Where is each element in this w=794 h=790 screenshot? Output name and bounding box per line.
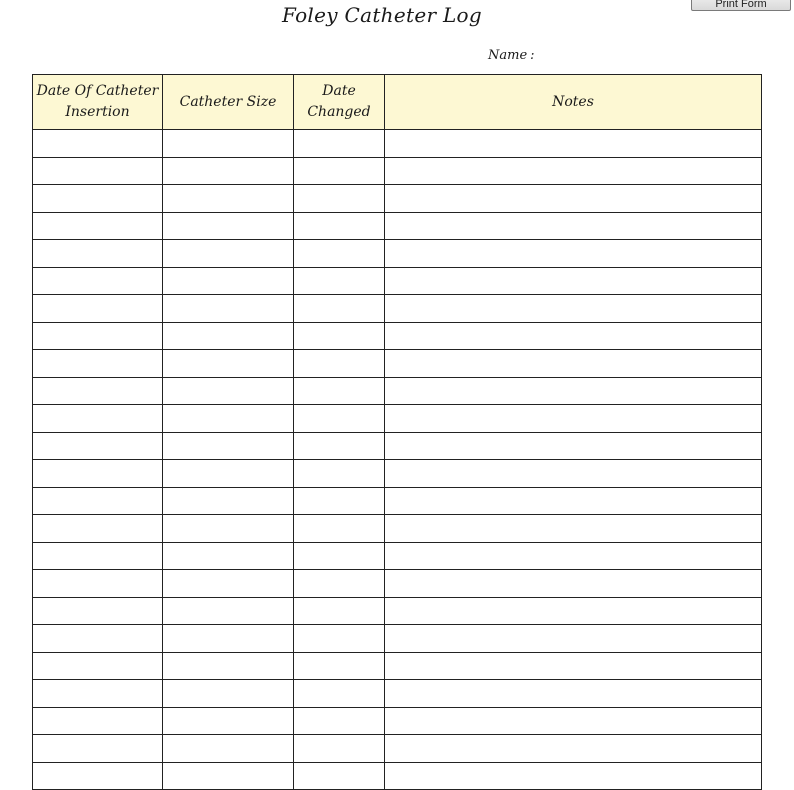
notes-cell[interactable] bbox=[385, 240, 762, 268]
insertion-date-cell[interactable] bbox=[33, 350, 163, 378]
table-row bbox=[33, 295, 762, 323]
date-changed-cell[interactable] bbox=[294, 295, 385, 323]
insertion-date-cell[interactable] bbox=[33, 212, 163, 240]
table-row bbox=[33, 157, 762, 185]
insertion-date-cell[interactable] bbox=[33, 295, 163, 323]
date-changed-cell[interactable] bbox=[294, 322, 385, 350]
name-field bbox=[488, 48, 535, 63]
date-changed-cell[interactable] bbox=[294, 377, 385, 405]
catheter-size-cell[interactable] bbox=[163, 487, 294, 515]
table-row bbox=[33, 597, 762, 625]
insertion-date-cell[interactable] bbox=[33, 460, 163, 488]
notes-cell[interactable] bbox=[385, 707, 762, 735]
notes-cell[interactable] bbox=[385, 597, 762, 625]
column-header-insertion-date bbox=[33, 75, 163, 130]
name-label: Name bbox=[488, 48, 528, 63]
insertion-date-cell[interactable] bbox=[33, 432, 163, 460]
table-row bbox=[33, 515, 762, 543]
form-title: Foley Catheter Log bbox=[281, 3, 482, 27]
date-changed-cell[interactable] bbox=[294, 597, 385, 625]
column-header-catheter-size bbox=[163, 75, 294, 130]
catheter-size-cell[interactable] bbox=[163, 212, 294, 240]
catheter-size-cell[interactable] bbox=[163, 542, 294, 570]
date-changed-cell[interactable] bbox=[294, 762, 385, 790]
insertion-date-cell[interactable] bbox=[33, 240, 163, 268]
date-changed-cell[interactable] bbox=[294, 267, 385, 295]
catheter-size-cell[interactable] bbox=[163, 432, 294, 460]
notes-cell[interactable] bbox=[385, 267, 762, 295]
table-row bbox=[33, 460, 762, 488]
date-changed-cell[interactable] bbox=[294, 487, 385, 515]
catheter-size-cell[interactable] bbox=[163, 405, 294, 433]
insertion-date-cell[interactable] bbox=[33, 735, 163, 763]
insertion-date-cell[interactable] bbox=[33, 652, 163, 680]
column-header-text: Changed bbox=[307, 104, 371, 120]
notes-cell[interactable] bbox=[385, 542, 762, 570]
notes-cell[interactable] bbox=[385, 652, 762, 680]
insertion-date-cell[interactable] bbox=[33, 322, 163, 350]
notes-cell[interactable] bbox=[385, 625, 762, 653]
catheter-size-cell[interactable] bbox=[163, 762, 294, 790]
table-row bbox=[33, 350, 762, 378]
print-form-button[interactable]: Print Form bbox=[691, 0, 791, 11]
insertion-date-cell[interactable] bbox=[33, 267, 163, 295]
date-changed-cell[interactable] bbox=[294, 157, 385, 185]
notes-cell[interactable] bbox=[385, 212, 762, 240]
date-changed-cell[interactable] bbox=[294, 212, 385, 240]
catheter-size-cell[interactable] bbox=[163, 157, 294, 185]
table-row bbox=[33, 212, 762, 240]
notes-cell[interactable] bbox=[385, 432, 762, 460]
notes-cell[interactable] bbox=[385, 405, 762, 433]
catheter-size-cell[interactable] bbox=[163, 652, 294, 680]
table-row bbox=[33, 185, 762, 213]
catheter-size-cell[interactable] bbox=[163, 680, 294, 708]
date-changed-cell[interactable] bbox=[294, 350, 385, 378]
catheter-log-table bbox=[32, 74, 762, 790]
catheter-size-cell[interactable] bbox=[163, 707, 294, 735]
table-row bbox=[33, 240, 762, 268]
insertion-date-cell[interactable] bbox=[33, 542, 163, 570]
table-row bbox=[33, 542, 762, 570]
notes-cell[interactable] bbox=[385, 735, 762, 763]
table-row bbox=[33, 405, 762, 433]
table-row bbox=[33, 680, 762, 708]
date-changed-cell[interactable] bbox=[294, 570, 385, 598]
table-row bbox=[33, 130, 762, 158]
table-row bbox=[33, 432, 762, 460]
notes-cell[interactable] bbox=[385, 350, 762, 378]
notes-cell[interactable] bbox=[385, 515, 762, 543]
insertion-date-cell[interactable] bbox=[33, 515, 163, 543]
column-header-text: Date bbox=[322, 83, 356, 99]
column-header-text: Notes bbox=[552, 93, 594, 110]
date-changed-cell[interactable] bbox=[294, 240, 385, 268]
table-row bbox=[33, 570, 762, 598]
catheter-size-cell[interactable] bbox=[163, 185, 294, 213]
column-header-date-changed bbox=[294, 75, 385, 130]
insertion-date-cell[interactable] bbox=[33, 762, 163, 790]
insertion-date-cell[interactable] bbox=[33, 680, 163, 708]
catheter-size-cell[interactable] bbox=[163, 515, 294, 543]
date-changed-cell[interactable] bbox=[294, 542, 385, 570]
notes-cell[interactable] bbox=[385, 322, 762, 350]
insertion-date-cell[interactable] bbox=[33, 487, 163, 515]
date-changed-cell[interactable] bbox=[294, 130, 385, 158]
catheter-size-cell[interactable] bbox=[163, 322, 294, 350]
catheter-size-cell[interactable] bbox=[163, 240, 294, 268]
column-header-text: Catheter Size bbox=[179, 93, 277, 110]
table-row bbox=[33, 267, 762, 295]
insertion-date-cell[interactable] bbox=[33, 130, 163, 158]
notes-cell[interactable] bbox=[385, 377, 762, 405]
insertion-date-cell[interactable] bbox=[33, 185, 163, 213]
name-separator: : bbox=[530, 48, 535, 63]
column-header-text: Date Of Catheter bbox=[36, 83, 159, 99]
column-header-notes bbox=[385, 75, 762, 130]
table-row bbox=[33, 487, 762, 515]
catheter-size-cell[interactable] bbox=[163, 735, 294, 763]
notes-cell[interactable] bbox=[385, 680, 762, 708]
notes-cell[interactable] bbox=[385, 295, 762, 323]
catheter-size-cell[interactable] bbox=[163, 460, 294, 488]
catheter-size-cell[interactable] bbox=[163, 377, 294, 405]
insertion-date-cell[interactable] bbox=[33, 597, 163, 625]
date-changed-cell[interactable] bbox=[294, 707, 385, 735]
column-header-text: Insertion bbox=[65, 104, 130, 120]
catheter-size-cell[interactable] bbox=[163, 625, 294, 653]
notes-cell[interactable] bbox=[385, 570, 762, 598]
notes-cell[interactable] bbox=[385, 487, 762, 515]
catheter-size-cell[interactable] bbox=[163, 130, 294, 158]
date-changed-cell[interactable] bbox=[294, 405, 385, 433]
catheter-size-cell[interactable] bbox=[163, 350, 294, 378]
insertion-date-cell[interactable] bbox=[33, 707, 163, 735]
notes-cell[interactable] bbox=[385, 185, 762, 213]
insertion-date-cell[interactable] bbox=[33, 625, 163, 653]
table-row bbox=[33, 707, 762, 735]
insertion-date-cell[interactable] bbox=[33, 405, 163, 433]
table-body bbox=[33, 130, 762, 790]
table-header-row bbox=[33, 75, 762, 130]
date-changed-cell[interactable] bbox=[294, 680, 385, 708]
notes-cell[interactable] bbox=[385, 762, 762, 790]
table-row bbox=[33, 652, 762, 680]
notes-cell[interactable] bbox=[385, 460, 762, 488]
table-row bbox=[33, 762, 762, 790]
insertion-date-cell[interactable] bbox=[33, 157, 163, 185]
date-changed-cell[interactable] bbox=[294, 185, 385, 213]
catheter-size-cell[interactable] bbox=[163, 267, 294, 295]
date-changed-cell[interactable] bbox=[294, 625, 385, 653]
table-row bbox=[33, 377, 762, 405]
catheter-size-cell[interactable] bbox=[163, 295, 294, 323]
date-changed-cell[interactable] bbox=[294, 652, 385, 680]
date-changed-cell[interactable] bbox=[294, 460, 385, 488]
date-changed-cell[interactable] bbox=[294, 515, 385, 543]
date-changed-cell[interactable] bbox=[294, 432, 385, 460]
table-row bbox=[33, 735, 762, 763]
date-changed-cell[interactable] bbox=[294, 735, 385, 763]
catheter-size-cell[interactable] bbox=[163, 570, 294, 598]
notes-cell[interactable] bbox=[385, 130, 762, 158]
catheter-size-cell[interactable] bbox=[163, 597, 294, 625]
insertion-date-cell[interactable] bbox=[33, 377, 163, 405]
insertion-date-cell[interactable] bbox=[33, 570, 163, 598]
notes-cell[interactable] bbox=[385, 157, 762, 185]
table-row bbox=[33, 322, 762, 350]
table-row bbox=[33, 625, 762, 653]
